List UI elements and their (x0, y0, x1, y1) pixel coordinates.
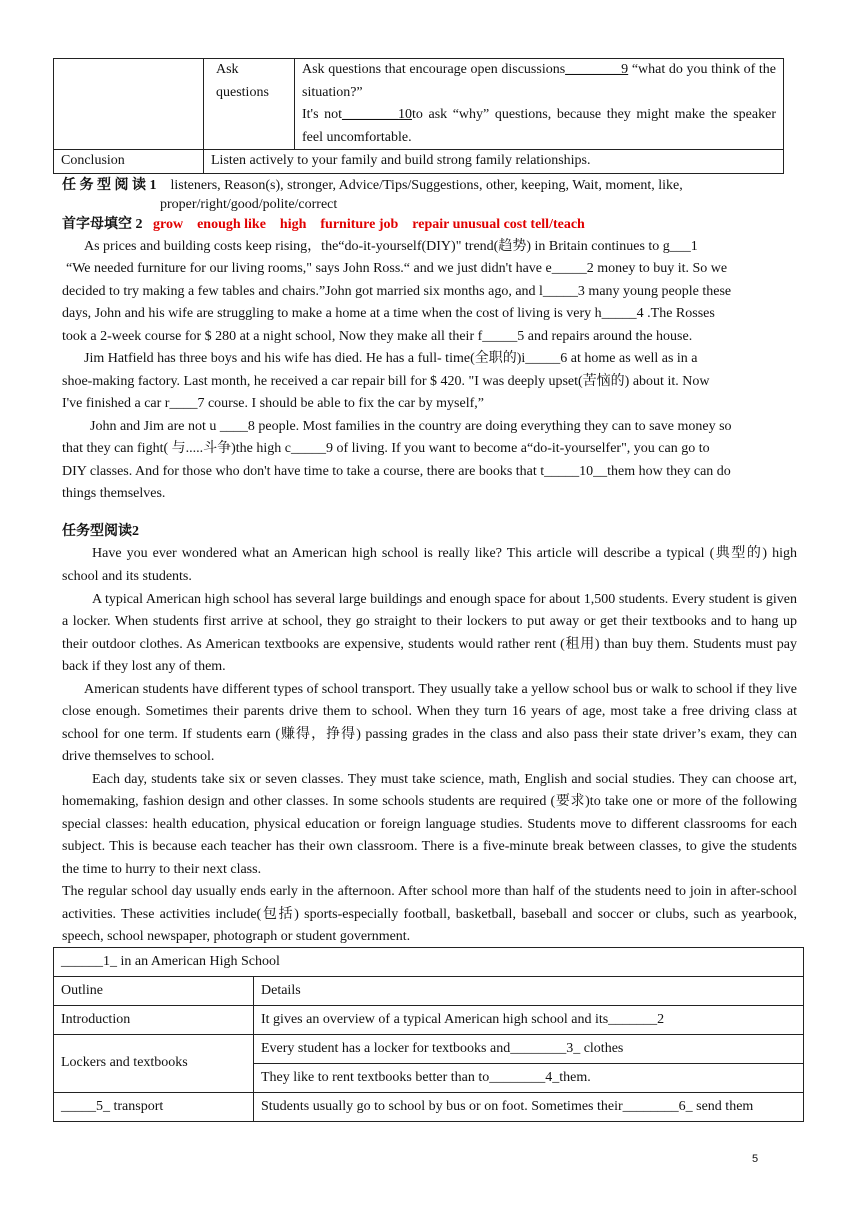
cloze-line: DIY classes. And for those who don't have time to take a course, there are books that t_____10__them how they can do (62, 464, 731, 479)
table-row (54, 977, 804, 1006)
section-heading: 任务型阅读2 (62, 524, 139, 539)
table-cell (254, 1035, 804, 1064)
table-cell (204, 59, 295, 150)
cloze-line: days, John and his wife are struggling to make a home at a time when the cost of living is very h_____4 .The Rosses (62, 306, 715, 321)
table-cell (254, 1093, 804, 1122)
table-row (54, 948, 804, 977)
row-label: _____5_ transport (61, 1098, 164, 1114)
table-cell (54, 1035, 254, 1093)
ask-text: It's not (302, 107, 342, 122)
table-cell (54, 150, 204, 174)
table-cell (254, 977, 804, 1006)
paragraph: A typical American high school has several large buildings and enough space for about 1,500 students. Every student is given a locker. When students first arrive at school, they go straight to their lockers to put away or get their textbooks and to hang up their outdoor clothes. As American textbooks are expensive, students would rather rent (租用) than buy them. Students must pay back if they lost any of them. (62, 591, 797, 674)
row-detail: Students usually go to school by bus or on foot. Sometimes their________6_ send them (261, 1098, 754, 1114)
table-cell (295, 59, 784, 150)
blank-10: ________10 (342, 107, 412, 122)
paragraph: Have you ever wondered what an American high school is really like? This article will describe a typical (典型的) high school and its students. (62, 546, 797, 584)
table-cell (54, 59, 204, 150)
page-number: 5 (752, 1153, 759, 1165)
table-title: ______1_ in an American High School (61, 953, 280, 969)
table-row (54, 1035, 804, 1064)
row-detail: They like to rent textbooks better than to________4_them. (261, 1069, 591, 1085)
table-title-cell (54, 948, 804, 977)
ask-text: to ask “why” questions, because they might make the speaker feel uncomfortable. (302, 107, 776, 145)
cloze-line: Jim Hatfield has three boys and his wife has died. He has a full- time(全职的)i_____6 at home as well as in a (84, 351, 698, 366)
outline-table (53, 947, 804, 1122)
top-table (53, 58, 784, 174)
ask-text: Ask questions that encourage open discussions (302, 62, 566, 77)
table-cell (254, 1064, 804, 1093)
conclusion-text: Listen actively to your family and build strong family relationships. (211, 153, 591, 168)
answers-2-text: grow enough like high furniture job repair unusual cost tell/teach (153, 217, 585, 232)
blank-9: ________9 (565, 62, 629, 77)
column-header: Outline (61, 982, 103, 998)
answers-1-text: listeners, Reason(s), stronger, Advice/Tips/Suggestions, other, keeping, Wait, moment, like, (170, 178, 683, 193)
cloze-line: John and Jim are not u ____8 people. Most families in the country are doing everything they can to save money so (90, 419, 732, 434)
table-cell (54, 1006, 254, 1035)
row-label: Lockers and textbooks (61, 1055, 188, 1071)
ask-label: Ask questions (216, 62, 269, 100)
conclusion-label: Conclusion (61, 153, 125, 168)
cloze-line: things themselves. (62, 486, 166, 501)
cloze-line: I've finished a car r____7 course. I should be able to fix the car by myself,” (62, 396, 484, 411)
ask-text: “what do you think of the situation?” (302, 62, 776, 100)
reading-passage (62, 543, 797, 949)
paragraph: The regular school day usually ends early in the afternoon. After school more than half of the students need to join in after-school activities. These activities include(包括) sports-especially football, basketball, baseball and soccer or clubs, such as yearbook, speech, school newspaper, photograph or student government. (62, 884, 797, 944)
cloze-line: decided to try making a few tables and chairs.”John got married six months ago, and l_____3 many young people these (62, 284, 732, 299)
answers-1-text-2: proper/right/good/polite/correct (160, 197, 338, 212)
answers-2-label: 首字母填空 2 (62, 217, 143, 232)
table-cell (54, 977, 254, 1006)
cloze-line: that they can fight( 与.....斗争)the high c_____9 of living. If you want to become a“do-it-yourselfer", you can go to (62, 441, 710, 456)
cloze-line: As prices and building costs keep rising，the“do-it-yourself(DIY)" trend(趋势) in Britain continues to g___1 (84, 239, 698, 254)
row-label: Introduction (61, 1011, 131, 1027)
answers-1-label: 任 务 型 阅 读 1 (62, 178, 157, 193)
row-detail: It gives an overview of a typical American high school and its_______2 (261, 1011, 665, 1027)
table-row (54, 1093, 804, 1122)
table-cell (54, 1093, 254, 1122)
table-row (54, 1006, 804, 1035)
table-cell (254, 1006, 804, 1035)
column-header: Details (261, 982, 301, 998)
paragraph: Each day, students take six or seven classes. They must take science, math, English and social studies. They can choose art, homemaking, fashion design and other classes. In some schools students are required (要求)to take one or more of the following special classes: health education, physical education or foreign language studies. Students move to different classrooms for each subject. This is because each teacher has their own classroom. There is a five-minute break between classes, to give the students the time to hurry to their next class. (62, 771, 797, 877)
paragraph: American students have different types of school transport. They usually take a yellow school bus or walk to school if they live close enough. Sometimes their parents drive them to school. When they turn 16 years of age, most take a free driving class at school for one term. If students earn (赚得，挣得) passing grades in the class and also pass their state driver’s exam, they can drive themselves to school. (62, 681, 797, 764)
cloze-line: shoe-making factory. Last month, he received a car repair bill for $ 420. "I was deeply upset(苦恼的) about it. Now (62, 374, 710, 389)
table-cell (204, 150, 784, 174)
table-row (54, 59, 784, 150)
cloze-line: took a 2-week course for $ 280 at a night school, Now they make all their f_____5 and repairs around the house. (62, 329, 693, 344)
row-detail: Every student has a locker for textbooks and________3_ clothes (261, 1040, 624, 1056)
answers-2 (62, 214, 804, 237)
cloze-line: “We needed furniture for our living rooms," says John Ross.“ and we just didn't have e_____2 money to buy it. So we (66, 261, 728, 276)
table-row (54, 150, 784, 174)
